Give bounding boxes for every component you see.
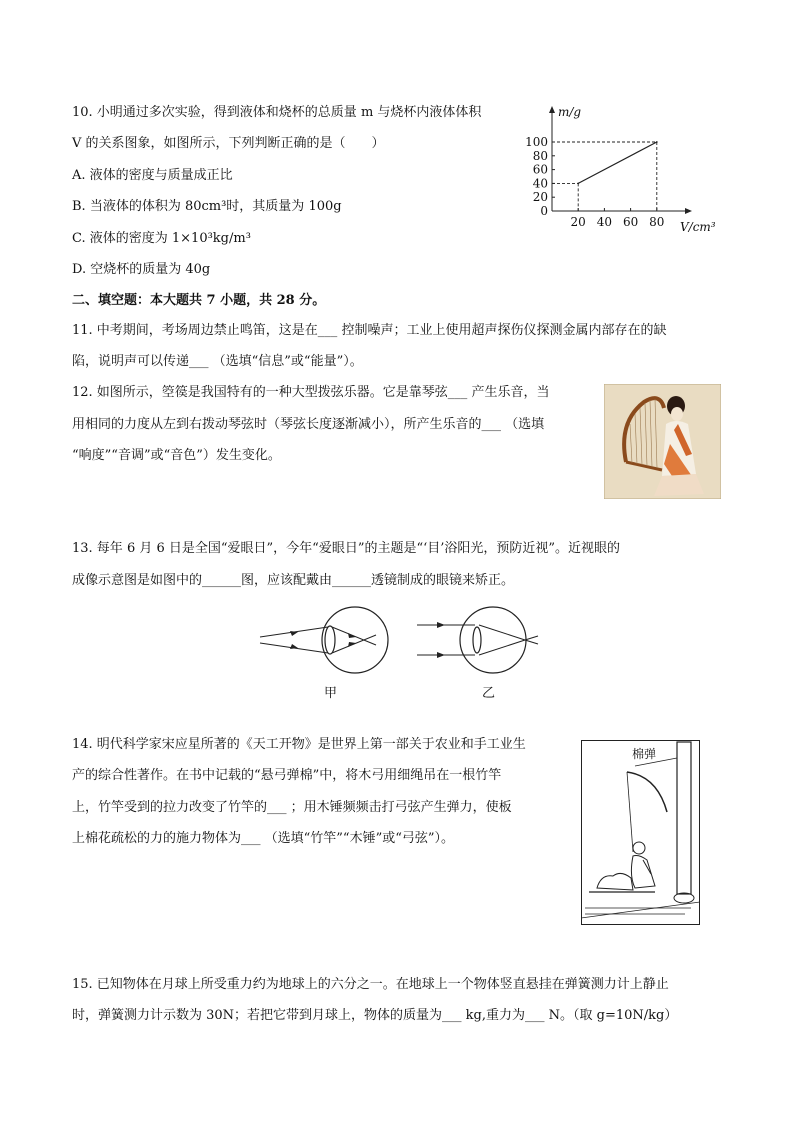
q10-option-b: B. 当液体的体积为 80cm³时，其质量为 100g bbox=[72, 199, 342, 214]
q11-line-2: 陷，说明声可以传递___ （选填“信息”或“能量”）。 bbox=[72, 354, 363, 369]
q10-option-d: D. 空烧杯的质量为 40g bbox=[72, 262, 211, 277]
eye-diagram-label-yi: 乙 bbox=[482, 686, 496, 701]
mass-volume-chart bbox=[514, 100, 729, 235]
x-axis-arrow bbox=[685, 208, 692, 214]
series-line bbox=[578, 142, 657, 183]
data-point bbox=[577, 183, 579, 185]
x-axis-label: V/cm³ bbox=[680, 220, 716, 234]
cotton-bow-label: 棉弹 bbox=[632, 747, 657, 761]
q12-line-1: 12. 如图所示，箜篌是我国特有的一种大型拨弦乐器。它是靠琴弦___ 产生乐音，当 bbox=[72, 385, 550, 400]
q14-line-2: 产的综合性著作。在书中记载的“悬弓弹棉”中，将木弓用细绳吊在一根竹竿 bbox=[72, 768, 502, 783]
q13-line-2: 成像示意图是如图中的______图，应该配戴由______透镜制成的眼镜来矫正。 bbox=[72, 573, 515, 588]
q10-option-c: C. 液体的密度为 1×10³kg/m³ bbox=[72, 231, 251, 246]
q14-line-4: 上棉花疏松的力的施力物体为___ （选填“竹竿”“木锤”或“弓弦”）。 bbox=[72, 831, 455, 846]
y-tick-label: 100 bbox=[525, 135, 548, 149]
q13-line-1: 13. 每年 6 月 6 日是全国“爱眼日”，今年“爱眼日”的主题是“‘目’浴阳光，预防近视”。近视眼的 bbox=[72, 541, 621, 556]
y-tick-label: 0 bbox=[540, 204, 548, 218]
data-point bbox=[656, 141, 658, 143]
y-axis-label: m/g bbox=[558, 105, 582, 119]
cotton-bow-illustration bbox=[581, 740, 700, 925]
eye-diagram-jia bbox=[258, 605, 403, 680]
q15-line-1: 15. 已知物体在月球上所受重力约为地球上的六分之一。在地球上一个物体竖直悬挂在弹簧测力计上静止 bbox=[72, 977, 669, 992]
eye-diagram-yi bbox=[415, 605, 540, 680]
x-tick-label: 80 bbox=[649, 215, 665, 229]
q10-option-a: A. 液体的密度与质量成正比 bbox=[72, 168, 233, 183]
y-tick-label: 80 bbox=[532, 148, 548, 163]
y-axis-arrow bbox=[549, 106, 555, 113]
q10-line-2: V 的关系图象，如图所示，下列判断正确的是（ ） bbox=[72, 136, 385, 151]
x-tick-label: 60 bbox=[622, 215, 639, 229]
eye-diagram-label-jia: 甲 bbox=[324, 686, 338, 701]
q14-line-3: 上，竹竿受到的拉力改变了竹竿的___ ；用木锤频频击打弓弦产生弹力，使板 bbox=[72, 800, 512, 815]
y-tick-label: 60 bbox=[532, 162, 548, 177]
section-2-heading: 二、填空题：本大题共 7 小题，共 28 分。 bbox=[72, 293, 326, 308]
q12-line-3: “响度”“音调”或“音色”）发生变化。 bbox=[72, 448, 281, 463]
x-tick-label: 20 bbox=[570, 215, 586, 229]
q11-line-1: 11. 中考期间，考场周边禁止鸣笛，这是在___ 控制噪声；工业上使用超声探伤仪探测金属内部存在的缺 bbox=[72, 323, 667, 338]
x-tick-label: 40 bbox=[596, 215, 613, 229]
q10-line-1: 10. 小明通过多次实验，得到液体和烧杯的总质量 m 与烧杯内液体体积 bbox=[72, 105, 482, 120]
q15-line-2: 时，弹簧测力计示数为 30N；若把它带到月球上，物体的质量为___ kg,重力为___ N。（取 g=10N/kg） bbox=[72, 1008, 678, 1023]
konghou-painting-image bbox=[604, 384, 721, 499]
y-tick-label: 20 bbox=[532, 190, 548, 205]
q14-line-1: 14. 明代科学家宋应星所著的《天工开物》是世界上第一部关于农业和手工业生 bbox=[72, 737, 526, 752]
y-tick-label: 40 bbox=[532, 176, 548, 191]
q12-line-2: 用相同的力度从左到右拨动琴弦时（琴弦长度逐渐减小），所产生乐音的___ （选填 bbox=[72, 417, 545, 432]
